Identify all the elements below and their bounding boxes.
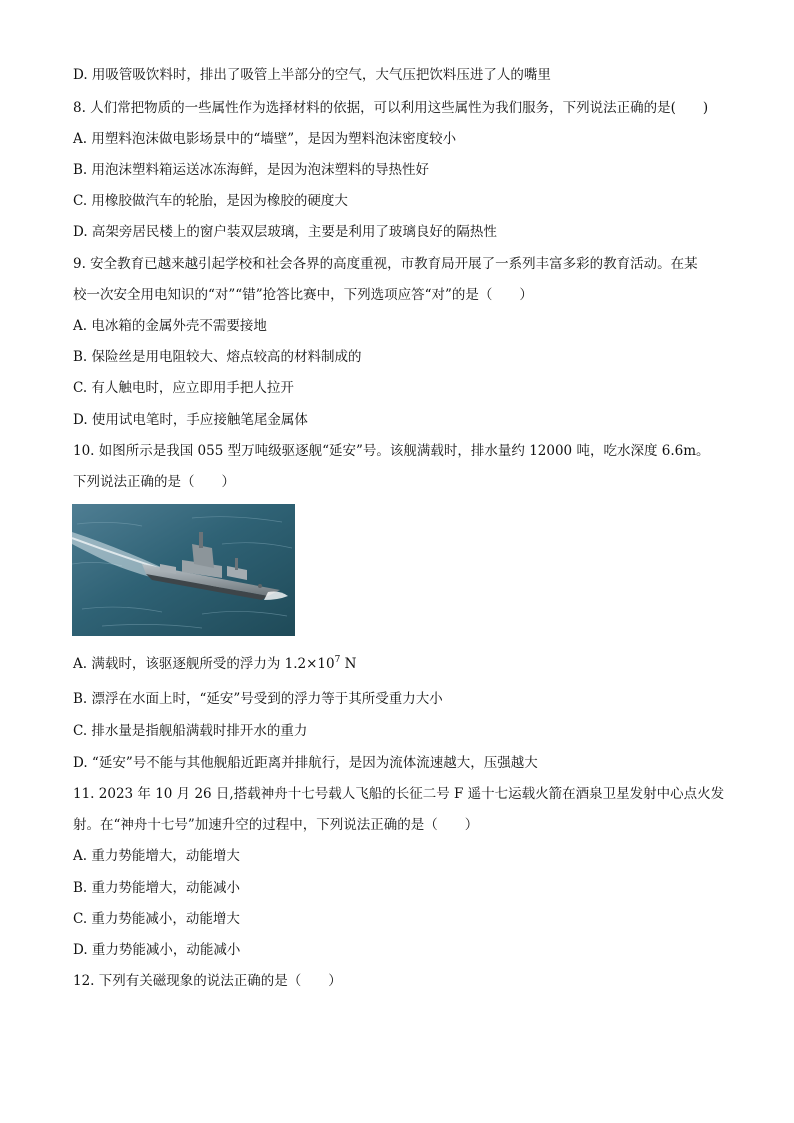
q12-stem: 12. 下列有关磁现象的说法正确的是（ ） [73, 973, 342, 989]
q9-option-c: C. 有人触电时，应立即用手把人拉开 [73, 380, 294, 396]
q8-option-a: A. 用塑料泡沫做电影场景中的“墙壁”，是因为塑料泡沫密度较小 [73, 131, 457, 147]
q8-option-b: B. 用泡沫塑料箱运送冰冻海鲜，是因为泡沫塑料的导热性好 [73, 162, 430, 178]
q10-option-a-exponent: 7 [334, 655, 341, 665]
q9-stem-line2: 校一次安全用电知识的“对”“错”抢答比赛中，下列选项应答“对”的是（ ） [73, 287, 533, 303]
q9-option-b: B. 保险丝是用电阻较大、熔点较高的材料制成的 [73, 349, 362, 365]
q11-stem-line1: 11. 2023 年 10 月 26 日,搭载神舟十七号载人飞船的长征二号 F 遥十七运载火箭在酒泉卫星发射中心点火发 [73, 786, 725, 802]
q9-option-d: D. 使用试电笔时，手应接触笔尾金属体 [73, 412, 308, 428]
q10-option-b: B. 漂浮在水面上时，“延安”号受到的浮力等于其所受重力大小 [73, 691, 443, 707]
q10-option-a [73, 655, 754, 673]
q11-stem-line2: 射。在“神舟十七号”加速升空的过程中，下列说法正确的是（ ） [73, 817, 479, 833]
q10-option-c: C. 排水量是指舰船满载时排开水的重力 [73, 723, 308, 739]
q9-option-a: A. 电冰箱的金属外壳不需要接地 [73, 318, 267, 334]
q7-option-d: D. 用吸管吸饮料时，排出了吸管上半部分的空气，大气压把饮料压进了人的嘴里 [73, 67, 551, 83]
q10-option-d: D. “延安”号不能与其他舰船近距离并排航行，是因为流体流速越大，压强越大 [73, 755, 538, 771]
destroyer-ship-illustration [72, 504, 295, 636]
destroyer-photo [72, 504, 295, 636]
q11-option-a: A. 重力势能增大，动能增大 [73, 848, 240, 864]
q9-stem-line1: 9. 安全教育已越来越引起学校和社会各界的高度重视，市教育局开展了一系列丰富多彩的教育活动。在某 [73, 256, 698, 272]
q10-stem-line2: 下列说法正确的是（ ） [73, 474, 235, 490]
q10-option-a-text: A. 满载时，该驱逐舰所受的浮力为 1.2×10 [73, 656, 335, 672]
q8-option-c: C. 用橡胶做汽车的轮胎，是因为橡胶的硬度大 [73, 193, 348, 209]
q10-option-a-unit: N [340, 656, 357, 672]
q8-stem: 8. 人们常把物质的一些属性作为选择材料的依据，可以利用这些属性为我们服务，下列说法正确的是( ) [73, 100, 709, 116]
q11-option-b: B. 重力势能增大，动能减小 [73, 880, 241, 896]
q10-stem-line1: 10. 如图所示是我国 055 型万吨级驱逐舰“延安”号。该舰满载时，排水量约 12000 吨，吃水深度 6.6m。 [73, 443, 710, 459]
q8-option-d: D. 高架旁居民楼上的窗户装双层玻璃，主要是利用了玻璃良好的隔热性 [73, 224, 497, 240]
q11-option-d: D. 重力势能减小，动能减小 [73, 942, 241, 958]
q11-option-c: C. 重力势能减小，动能增大 [73, 911, 240, 927]
